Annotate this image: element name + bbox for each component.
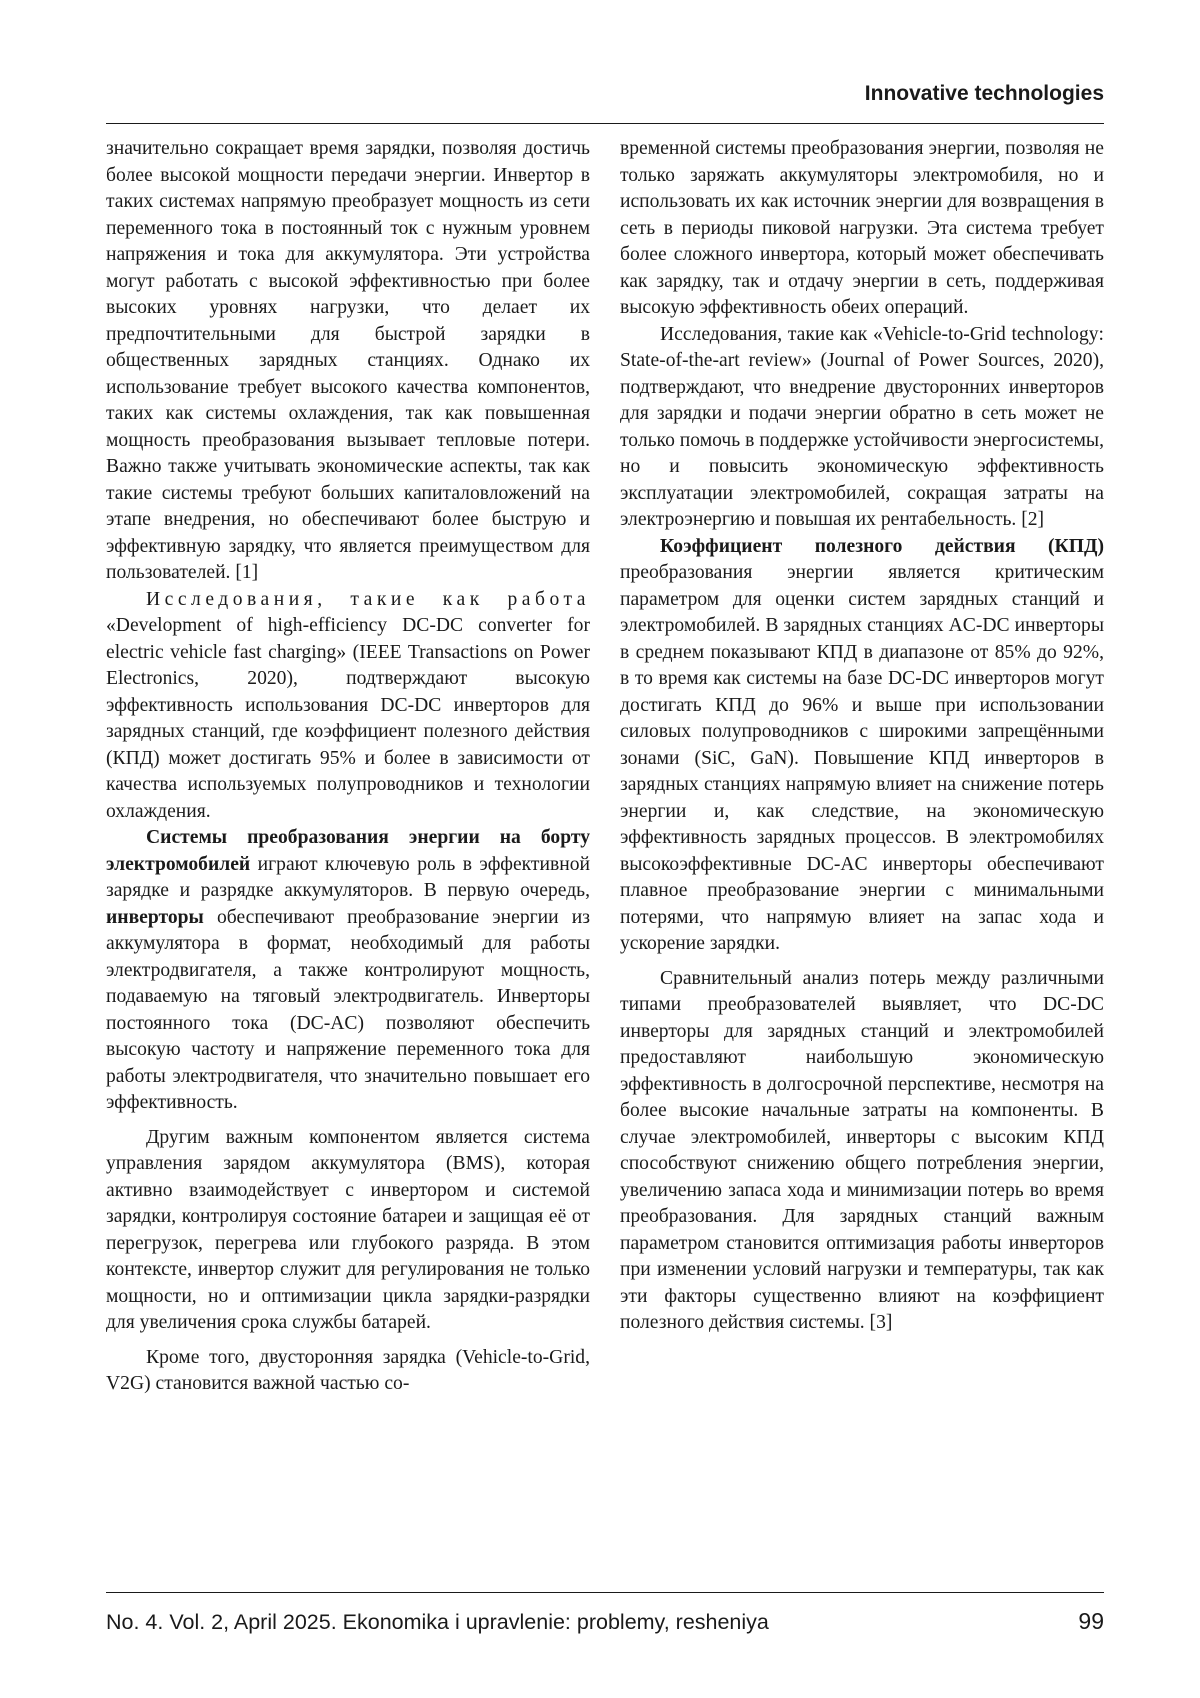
page-number: 99 <box>1078 1608 1104 1635</box>
running-header: Innovative technologies <box>865 82 1104 106</box>
bold-term: инверторы <box>106 907 204 928</box>
paragraph: Исследования, такие как «Vehicle-to-Grid technology: State-of-the-art review» (Journal of Power Sources, 2020), подтверждают, что внедрение двусторонних инверторов для зарядки и подачи энергии обратно в сеть может не только помочь в поддержке устойчивости энергосистемы, но и повысить экономическую эффективность эксплуатации электромобилей, сокращая затраты на электроэнергию и повышая их рентабельность. [2] <box>620 322 1104 534</box>
footer-citation: No. 4. Vol. 2, April 2025. Ekonomika i upravlenie: problemy, resheniya <box>106 1610 769 1635</box>
paragraph: временной системы преобразования энергии, позволяя не только заряжать аккумуляторы электромобиля, но и использовать их как источник энергии для возвращения в сеть в периоды пиковой нагрузки. Эта система требует более сложного инвертора, который может обеспечивать как зарядку, так и отдачу энергии в сеть, поддерживая высокую эффективность обеих операций. <box>620 136 1104 322</box>
paragraph <box>106 587 590 826</box>
paragraph-text: играют ключевую роль в эффективной зарядке и разрядке аккумуляторов. В первую очередь, <box>106 854 590 902</box>
paragraph: Кроме того, двусторонняя зарядка (Vehicle-to-Grid, V2G) становится важной частью со- <box>106 1345 590 1398</box>
footer-rule <box>106 1592 1104 1593</box>
spaced-phrase: Исследования, такие как работа <box>146 589 590 610</box>
paragraph-text: обеспечивают преобразование энергии из аккумулятора в формат, необходимый для работы электродвигателя, а также контролируют мощность, подаваемую на тяговый электродвигатель. Инверторы постоянного тока (DC-AC) позволяют обеспечить высокую частоту и напряжение переменного тока для работы электродвигателя, что значительно повышает его эффективность. <box>106 907 590 1114</box>
header-rule <box>106 123 1104 124</box>
paragraph <box>106 825 590 1117</box>
paragraph: значительно сокращает время зарядки, позволяя достичь более высокой мощности передачи энергии. Инвертор в таких системах напрямую преобразует мощность из сети переменного тока в постоянный ток с нужным уровнем напряжения и тока для аккумулятора. Эти устройства могут работать с высокой эффективностью при более высоких уровнях нагрузки, что делает их предпочтительными для быстрой зарядки в общественных зарядных станциях. Однако их использование требует высокого качества компонентов, таких как системы охлаждения, так как повышенная мощность преобразования вызывает тепловые потери. Важно также учитывать экономические аспекты, так как такие системы требуют больших капиталовложений на этапе внедрения, но обеспечивают более быструю и эффективную зарядку, что является преимуществом для пользователей. [1] <box>106 136 590 587</box>
right-column <box>620 136 1104 1337</box>
bold-term: Системы преобразования энергии на борту электромобилей <box>106 827 590 875</box>
left-column <box>106 136 590 1398</box>
paragraph: Другим важным компонентом является система управления зарядом аккумулятора (BMS), которая активно взаимодействует с инвертором и системой зарядки, контролируя состояние батареи и защищая её от перегрузок, перегрева или глубокого разряда. В этом контексте, инвертор служит для регулирования не только мощности, но и оптимизации цикла зарядки-разрядки для увеличения срока службы батарей. <box>106 1125 590 1337</box>
bold-term: Коэффициент полезного действия (КПД) <box>660 536 1104 557</box>
paragraph-text: преобразования энергии является критическим параметром для оценки систем зарядных станций и электромобилей. В зарядных станциях AC-DC инверторы в среднем показывают КПД в диапазоне от 85% до 92%, в то время как системы на базе DC-DC инверторов могут достигать КПД до 96% и выше при использовании силовых полупроводников с широкими запрещёнными зонами (SiC, GaN). Повышение КПД инверторов в зарядных станциях напрямую влияет на снижение потерь энергии и, как следствие, на экономическую эффективность зарядных процессов. В электромобилях высокоэффективные DC-AC инверторы обеспечивают плавное преобразование энергии с минимальными потерями, что напрямую влияет на запас хода и ускорение зарядки. <box>620 562 1104 954</box>
paragraph <box>620 534 1104 958</box>
paragraph-text: «Development of high-efficiency DC-DC converter for electric vehicle fast charging» (IEEE Transactions on Power Electronics, 2020), подтверждают высокую эффективность использования DC-DC инверторов для зарядных станций, где коэффициент полезного действия (КПД) может достигать 95% и более в зависимости от качества используемых полупроводников и технологии охлаждения. <box>106 615 590 822</box>
paragraph: Сравнительный анализ потерь между различными типами преобразователей выявляет, что DC-DC инверторы для зарядных станций и электромобилей предоставляют наибольшую экономическую эффективность в долгосрочной перспективе, несмотря на более высокие начальные затраты на компоненты. В случае электромобилей, инверторы с высоким КПД способствуют снижению общего потребления энергии, увеличению запаса хода и минимизации потерь во время преобразования. Для зарядных станций важным параметром становится оптимизация работы инверторов при изменении условий нагрузки и температуры, так как эти факторы существенно влияют на коэффициент полезного действия системы. [3] <box>620 966 1104 1337</box>
journal-page <box>0 0 1200 1698</box>
